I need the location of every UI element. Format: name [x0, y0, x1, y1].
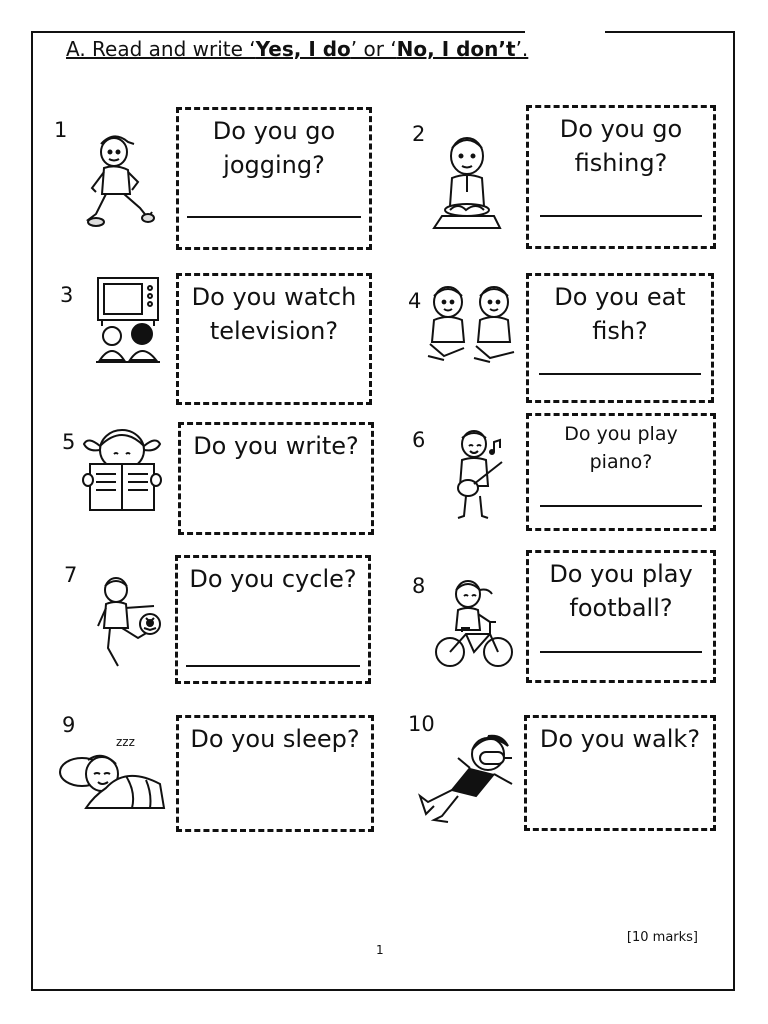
question-text-5: Do you write?	[193, 432, 359, 460]
item-number-4: 4	[408, 289, 422, 313]
page-number: 1	[376, 943, 384, 957]
heading-prefix: A. Read and write ‘	[66, 37, 256, 61]
question-text-10: Do you walk?	[539, 725, 701, 753]
answer-line-8[interactable]	[540, 651, 702, 653]
question-box-1	[176, 107, 372, 250]
heading-no: No, I don’t	[396, 37, 516, 61]
item-number-8: 8	[412, 574, 426, 598]
svg-text:zzz: zzz	[116, 735, 135, 749]
answer-line-6[interactable]	[540, 505, 702, 507]
question-text-7: Do you cycle?	[189, 565, 357, 593]
heading-mid: ’ or ‘	[350, 37, 397, 61]
question-box-8	[526, 550, 716, 683]
question-box-3	[176, 273, 372, 405]
item-number-2: 2	[412, 122, 426, 146]
question-box-5	[178, 422, 374, 535]
question-box-6	[526, 413, 716, 531]
question-text-1: Do you go jogging?	[212, 117, 336, 179]
answer-line-2[interactable]	[540, 215, 702, 217]
question-text-3: Do you watch television?	[191, 283, 357, 345]
two-boys-sitting-icon	[424, 282, 520, 364]
boy-kicking-football-icon	[94, 576, 164, 670]
girl-reading-book-icon	[80, 424, 164, 514]
item-number-1: 1	[54, 118, 68, 142]
question-box-9	[176, 715, 374, 832]
heading-yes: Yes, I do	[255, 37, 351, 61]
boy-swimming-icon	[418, 728, 518, 824]
question-text-6: Do you play piano?	[564, 423, 678, 473]
boy-sleeping-icon	[56, 730, 166, 814]
question-text-8: Do you play football?	[549, 560, 693, 622]
kids-watching-tv-icon	[94, 276, 162, 366]
instruction-heading	[66, 35, 529, 73]
heading-suffix: ’.	[515, 37, 529, 61]
boy-eating-fish-icon	[432, 130, 502, 232]
total-marks: [10 marks]	[626, 930, 698, 945]
question-box-2	[526, 105, 716, 249]
item-number-9: 9	[62, 713, 76, 737]
question-box-10	[524, 715, 716, 831]
answer-line-4[interactable]	[539, 373, 701, 375]
item-number-3: 3	[60, 283, 74, 307]
answer-line-7[interactable]	[186, 665, 360, 667]
jogging-boy-icon	[84, 130, 156, 232]
item-number-7: 7	[64, 563, 78, 587]
question-text-9: Do you sleep?	[190, 725, 360, 753]
answer-line-1[interactable]	[187, 216, 361, 218]
boy-playing-guitar-icon	[452, 428, 508, 520]
item-number-10: 10	[408, 712, 435, 736]
girl-riding-bicycle-icon	[434, 578, 516, 670]
question-text-2: Do you go fishing?	[559, 115, 683, 177]
item-number-6: 6	[412, 428, 426, 452]
item-number-5: 5	[62, 430, 76, 454]
question-box-4	[526, 273, 714, 403]
question-text-4: Do you eat fish?	[554, 283, 686, 345]
border-gap	[525, 31, 605, 33]
